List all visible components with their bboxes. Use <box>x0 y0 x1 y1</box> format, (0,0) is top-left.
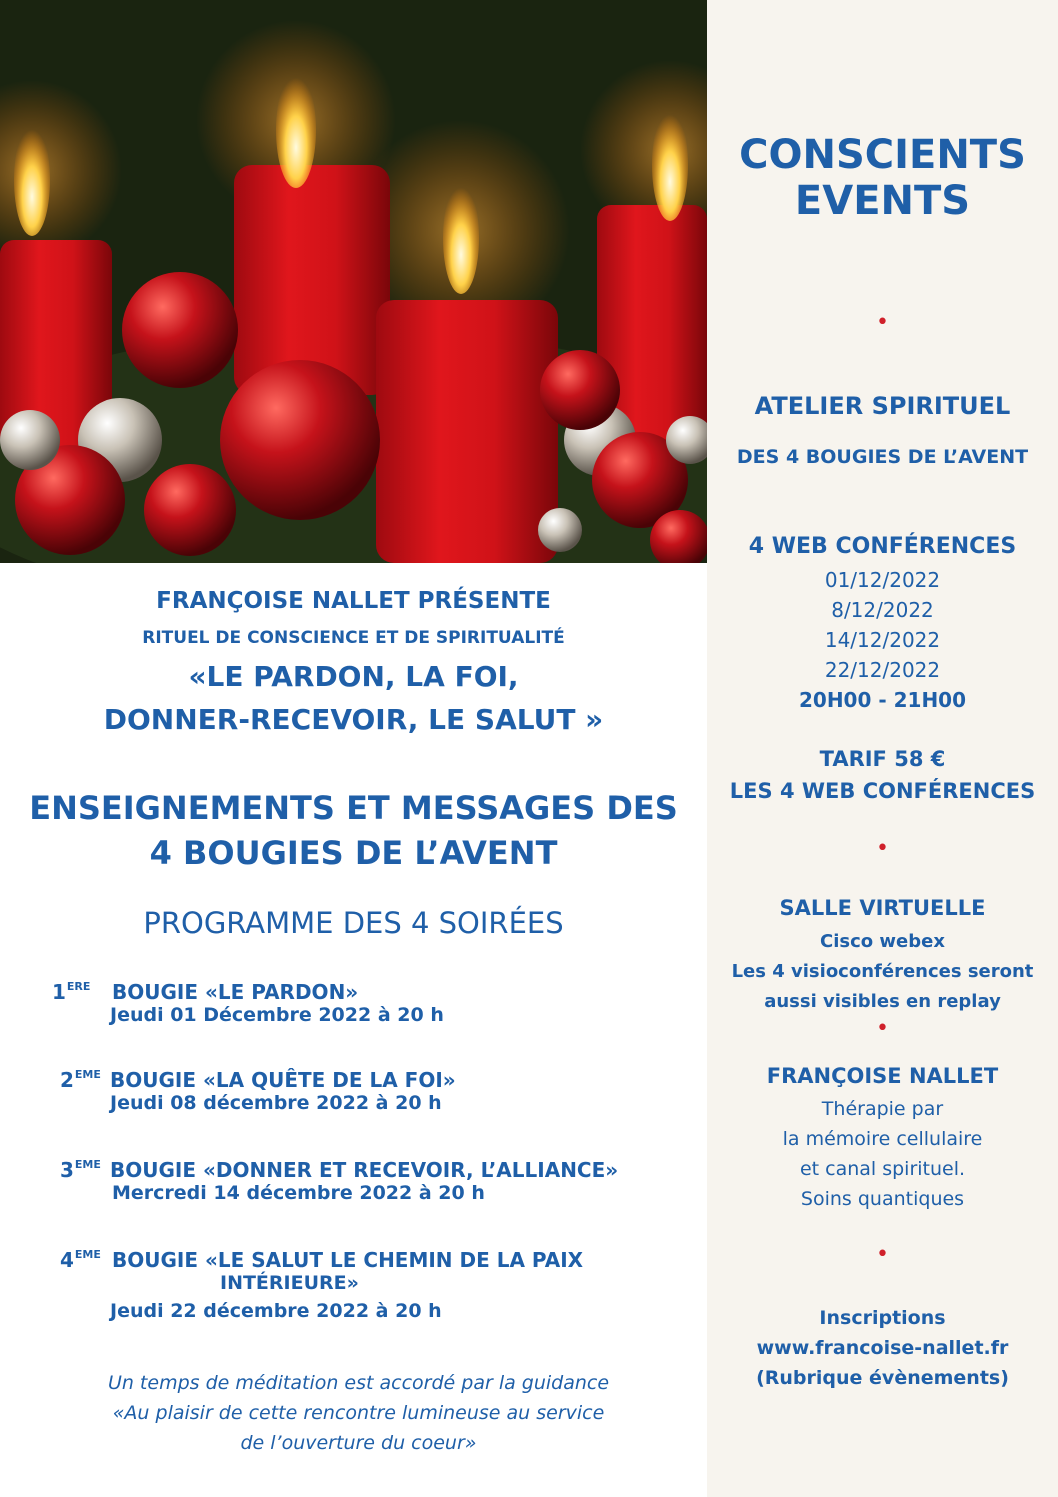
candle-4-number: 4 <box>60 1248 74 1272</box>
candle-2-number: 2 <box>60 1068 74 1092</box>
therapist-line-2: la mémoire cellulaire <box>782 1128 983 1150</box>
programme-item-4 <box>60 1248 583 1322</box>
ritual-line: RITUEL DE CONSCIENCE ET DE SPIRITUALITÉ <box>142 628 565 648</box>
candle-1-date: Jeudi 01 Décembre 2022 à 20 h <box>110 1004 444 1026</box>
meditation-note <box>0 1368 717 1458</box>
brand-line-2: EVENTS <box>794 178 971 224</box>
website-link[interactable]: www.francoise-nallet.fr <box>756 1337 1009 1359</box>
therapist-line-3: et canal spirituel. <box>799 1158 966 1180</box>
therapist-details <box>707 1094 1058 1214</box>
theme-line-1: «LE PARDON, LA FOI, <box>188 660 519 693</box>
tarif-sub: LES 4 WEB CONFÉRENCES <box>729 779 1036 803</box>
bullet-3: • <box>876 1016 889 1041</box>
candle-3-number: 3 <box>60 1158 74 1182</box>
salle-line-2: Les 4 visioconférences seront <box>731 961 1034 982</box>
candle-4-title-cont: INTÉRIEURE» <box>220 1272 359 1294</box>
heading-line-1: ENSEIGNEMENTS ET MESSAGES DES <box>29 789 678 827</box>
meditation-line-2: «Au plaisir de cette rencontre lumineuse au service <box>112 1402 605 1424</box>
salle-line-3: aussi visibles en replay <box>764 991 1001 1012</box>
brand-title <box>707 132 1058 224</box>
candle-3-title: BOUGIE «DONNER ET RECEVOIR, L’ALLIANCE» <box>110 1158 619 1182</box>
programme-item-3 <box>60 1158 618 1204</box>
bullet-2: • <box>876 836 889 861</box>
hours: 20H00 - 21H00 <box>798 688 967 712</box>
candle-4-date: Jeudi 22 décembre 2022 à 20 h <box>110 1300 442 1322</box>
date-1: 01/12/2022 <box>824 568 941 592</box>
therapist-line-1: Thérapie par <box>821 1098 944 1120</box>
date-2: 8/12/2022 <box>831 598 934 622</box>
atelier-title: ATELIER SPIRITUEL <box>754 392 1011 420</box>
candle-2-ordinal: EME <box>74 1068 101 1081</box>
meditation-line-1: Un temps de méditation est accordé par la guidance <box>107 1372 610 1394</box>
candle-3-date: Mercredi 14 décembre 2022 à 20 h <box>112 1182 485 1204</box>
therapist-line-4: Soins quantiques <box>800 1188 965 1210</box>
info-sidebar <box>707 0 1058 1497</box>
candle-1-ordinal: ERE <box>66 980 91 993</box>
programme-title: PROGRAMME DES 4 SOIRÉES <box>143 906 564 940</box>
candle-2-date: Jeudi 08 décembre 2022 à 20 h <box>110 1092 442 1114</box>
candle-4-ordinal: EME <box>74 1248 101 1261</box>
date-3: 14/12/2022 <box>824 628 941 652</box>
candle-1-title: BOUGIE «LE PARDON» <box>112 980 359 1004</box>
candle-1-number: 1 <box>52 980 66 1004</box>
meditation-line-3: de l’ouverture du coeur» <box>240 1432 477 1454</box>
inscriptions-block <box>707 1303 1058 1393</box>
bullet-4: • <box>876 1242 889 1267</box>
candles-photo <box>0 0 707 563</box>
theme-line-2: DONNER-RECEVOIR, LE SALUT » <box>103 703 604 736</box>
candles-illustration <box>0 0 707 563</box>
salle-details <box>707 927 1058 1017</box>
brand-line-1: CONSCIENTS <box>739 132 1026 178</box>
heading-line-2: 4 BOUGIES DE L’AVENT <box>149 834 558 872</box>
tarif-block <box>707 743 1058 807</box>
conference-dates <box>707 565 1058 715</box>
atelier-subtitle: DES 4 BOUGIES DE L’AVENT <box>736 446 1029 468</box>
salle-title: SALLE VIRTUELLE <box>779 896 986 920</box>
programme-item-2 <box>60 1068 456 1114</box>
date-4: 22/12/2022 <box>824 658 941 682</box>
programme-item-1 <box>52 980 444 1026</box>
candle-4-title: BOUGIE «LE SALUT LE CHEMIN DE LA PAIX <box>112 1248 584 1272</box>
inscriptions-label: Inscriptions <box>819 1307 946 1329</box>
bullet-1: • <box>876 310 889 335</box>
candle-2-title: BOUGIE «LA QUÊTE DE LA FOI» <box>110 1068 456 1092</box>
therapist-name: FRANÇOISE NALLET <box>766 1064 999 1088</box>
tarif: TARIF 58 € <box>819 747 946 771</box>
inscriptions-rubric: (Rubrique évènements) <box>756 1367 1009 1389</box>
web-conf-title: 4 WEB CONFÉRENCES <box>748 534 1017 559</box>
candle-3-ordinal: EME <box>74 1158 101 1171</box>
salle-line-1: Cisco webex <box>820 931 945 952</box>
presenter-line: FRANÇOISE NALLET PRÉSENTE <box>156 588 551 614</box>
